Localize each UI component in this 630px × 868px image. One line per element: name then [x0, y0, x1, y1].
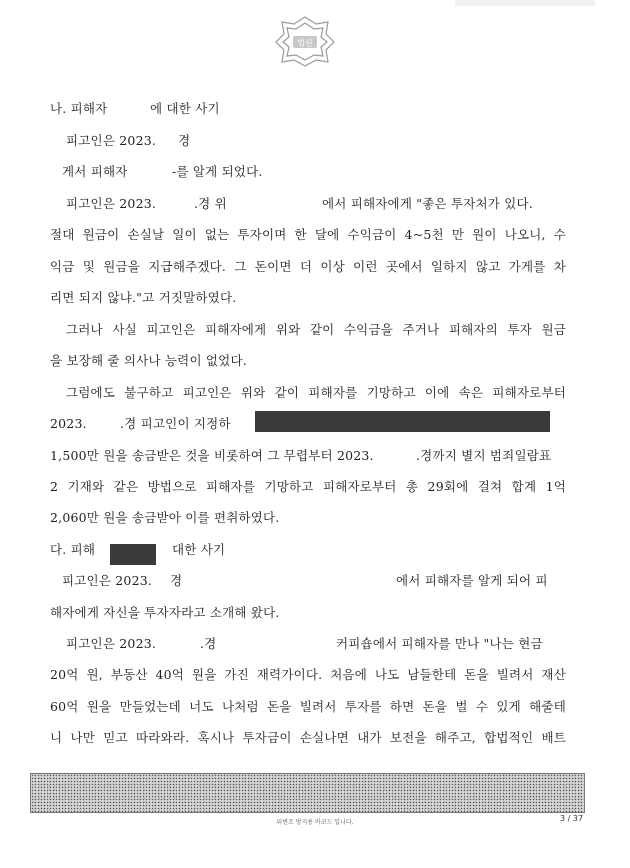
text-line: 에서 피해자를 알게 되어 피 [396, 573, 548, 588]
text-line: 경 [178, 133, 191, 148]
text-line: .경 피고인이 지정하 [120, 416, 231, 431]
section-heading-na: 나. 피해자 [50, 101, 108, 116]
text-line: 2023. [50, 416, 87, 431]
page-number: 3 / 37 [560, 814, 584, 823]
emblem-text: 법원 [297, 38, 313, 48]
text-line: 경 [170, 573, 183, 588]
text-line: 2,060만 원을 송금받아 이를 편취하였다. [50, 510, 280, 525]
text-line: 게서 피해자 [62, 164, 128, 179]
text-line: 2 기재와 같은 방법으로 피해자를 기망하고 피해자로부터 총 29회에 걸쳐 합계 1억 [50, 479, 566, 494]
text-line: 60억 원을 만들었는데 너도 나처럼 돈을 빌려서 투자를 하면 돈을 벌 수 있게 해줄테 [50, 699, 566, 714]
text-line: 니 나만 믿고 따라와라. 혹시나 투자금이 손실나면 내가 보전을 해주고, 합법적인 배트 [50, 730, 566, 745]
text-line: 익금 및 원금을 지급해주겠다. 그 돈이면 더 이상 이런 곳에서 일하지 않고 가게를 차 [50, 259, 566, 274]
text-line: 피고인은 2023. [62, 573, 153, 588]
section-heading-da: 다. 피해 [50, 542, 96, 557]
text-line: 리면 되지 않냐."고 거짓말하였다. [50, 290, 237, 305]
text-line: 1,500만 원을 송금받은 것을 비롯하여 그 무렵부터 2023. [50, 448, 374, 463]
text-line: .경 [200, 636, 217, 651]
redaction-block [110, 544, 156, 565]
text-line: 피고인은 2023. [66, 196, 157, 211]
text-line: 에서 피해자에게 "좋은 투자처가 있다. [322, 196, 533, 211]
text-line: 피고인은 2023. [66, 133, 157, 148]
anti-forgery-barcode [30, 773, 585, 813]
court-emblem-icon [272, 14, 338, 68]
text-line: 커피숍에서 피해자를 만나 "나는 현금 [336, 636, 543, 651]
text-line: 해자에게 자신을 투자자라고 소개해 왔다. [50, 605, 280, 620]
text-line: 그러나 사실 피고인은 피해자에게 위와 같이 수익금을 주거나 피해자의 투자 원금 [66, 322, 566, 337]
barcode-note: 위변조 방지용 바코드 입니다. [276, 819, 354, 826]
text-line: 절대 원금이 손실날 일이 없는 투자이며 한 달에 수익금이 4~5천 만 원이 나오니, 수 [50, 227, 566, 242]
text-line: .경 위 [194, 196, 227, 211]
text-line: -를 알게 되었다. [172, 164, 263, 179]
redaction-block [255, 411, 550, 432]
text-line: .경까지 별지 범죄일람표 [416, 448, 552, 463]
section-heading-na-tail: 에 대한 사기 [150, 101, 220, 116]
section-heading-da-tail: 대한 사기 [172, 542, 226, 557]
text-line: 피고인은 2023. [66, 636, 157, 651]
text-line: 을 보장해 줄 의사나 능력이 없었다. [50, 353, 247, 368]
text-line: 그럼에도 불구하고 피고인은 위와 같이 피해자를 기망하고 이에 속은 피해자로부터 [66, 385, 566, 400]
top-scan-margin [455, 0, 595, 6]
text-line: 20억 원, 부동산 40억 원을 가진 재력가이다. 처음에 나도 남들한테 돈을 빌려서 재산 [50, 667, 566, 682]
